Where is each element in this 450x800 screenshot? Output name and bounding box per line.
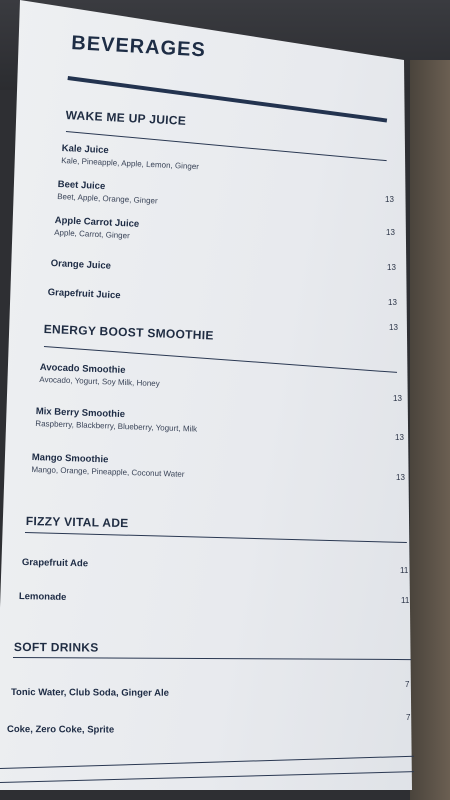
menu-item-avocado-smoothie (39, 362, 160, 388)
menu-item-mix-berry-smoothie (35, 406, 198, 434)
item-price: 13 (387, 263, 396, 272)
item-name: Tonic Water, Club Soda, Ginger Ale (10, 687, 169, 699)
section-divider (13, 657, 411, 660)
menu-item-tonic-water-club-soda-ginger-ale (11, 687, 169, 699)
item-name: Lemonade (18, 591, 67, 603)
menu-item-orange-juice (51, 258, 112, 272)
item-description: Mango, Orange, Pineapple, Coconut Water (31, 464, 185, 479)
item-description: Avocado, Yogurt, Soy Milk, Honey (39, 374, 160, 389)
item-name: Orange Juice (50, 258, 112, 272)
menu-item-mango-smoothie (31, 452, 185, 479)
menu-item-beet-juice (57, 179, 158, 206)
menu-title: BEVERAGES (70, 32, 207, 62)
item-price: 13 (385, 195, 394, 204)
menu-item-grapefruit-juice (48, 287, 121, 301)
item-name: Mix Berry Smoothie (35, 406, 126, 421)
item-price: 11 (401, 596, 410, 605)
item-price: 11 (400, 566, 409, 575)
item-name: Kale Juice (61, 143, 109, 157)
footer-divider (0, 756, 414, 769)
section-divider (25, 532, 407, 543)
item-price: 13 (386, 228, 395, 237)
item-price: 13 (396, 473, 405, 482)
item-price: 13 (393, 394, 402, 403)
menu-item-apple-carrot-juice (54, 215, 139, 241)
section-title-soft-drinks: SOFT DRINKS (13, 640, 99, 655)
item-price: 13 (389, 323, 398, 332)
item-description: Beet, Apple, Orange, Ginger (57, 191, 158, 206)
item-price: 7 (406, 713, 411, 722)
section-title-fizzy-vital-ade: FIZZY VITAL ADE (25, 514, 129, 531)
item-name: Coke, Zero Coke, Sprite (6, 724, 115, 736)
item-name: Avocado Smoothie (39, 362, 126, 376)
item-price: 7 (405, 680, 410, 689)
item-price: 13 (388, 298, 397, 307)
menu-item-lemonade (19, 591, 67, 603)
item-name: Grapefruit Juice (47, 287, 121, 302)
menu-item-grapefruit-ade (22, 557, 88, 569)
menu-item-coke-zero-coke-sprite (7, 724, 114, 736)
item-description: Raspberry, Blackberry, Blueberry, Yogurt, Milk (35, 418, 198, 434)
item-price: 13 (395, 433, 404, 442)
section-title-wake-me-up-juice: WAKE ME UP JUICE (65, 108, 187, 128)
footer-divider (0, 771, 414, 783)
section-title-energy-boost-smoothie: ENERGY BOOST SMOOTHIE (43, 322, 214, 343)
menu-item-kale-juice (61, 143, 200, 171)
item-description: Kale, Pineapple, Apple, Lemon, Ginger (61, 155, 200, 172)
item-name: Mango Smoothie (31, 452, 109, 466)
item-name: Beet Juice (57, 179, 106, 193)
item-description: Apple, Carrot, Ginger (54, 227, 130, 241)
item-name: Grapefruit Ade (21, 557, 89, 570)
item-name: Apple Carrot Juice (54, 215, 140, 230)
